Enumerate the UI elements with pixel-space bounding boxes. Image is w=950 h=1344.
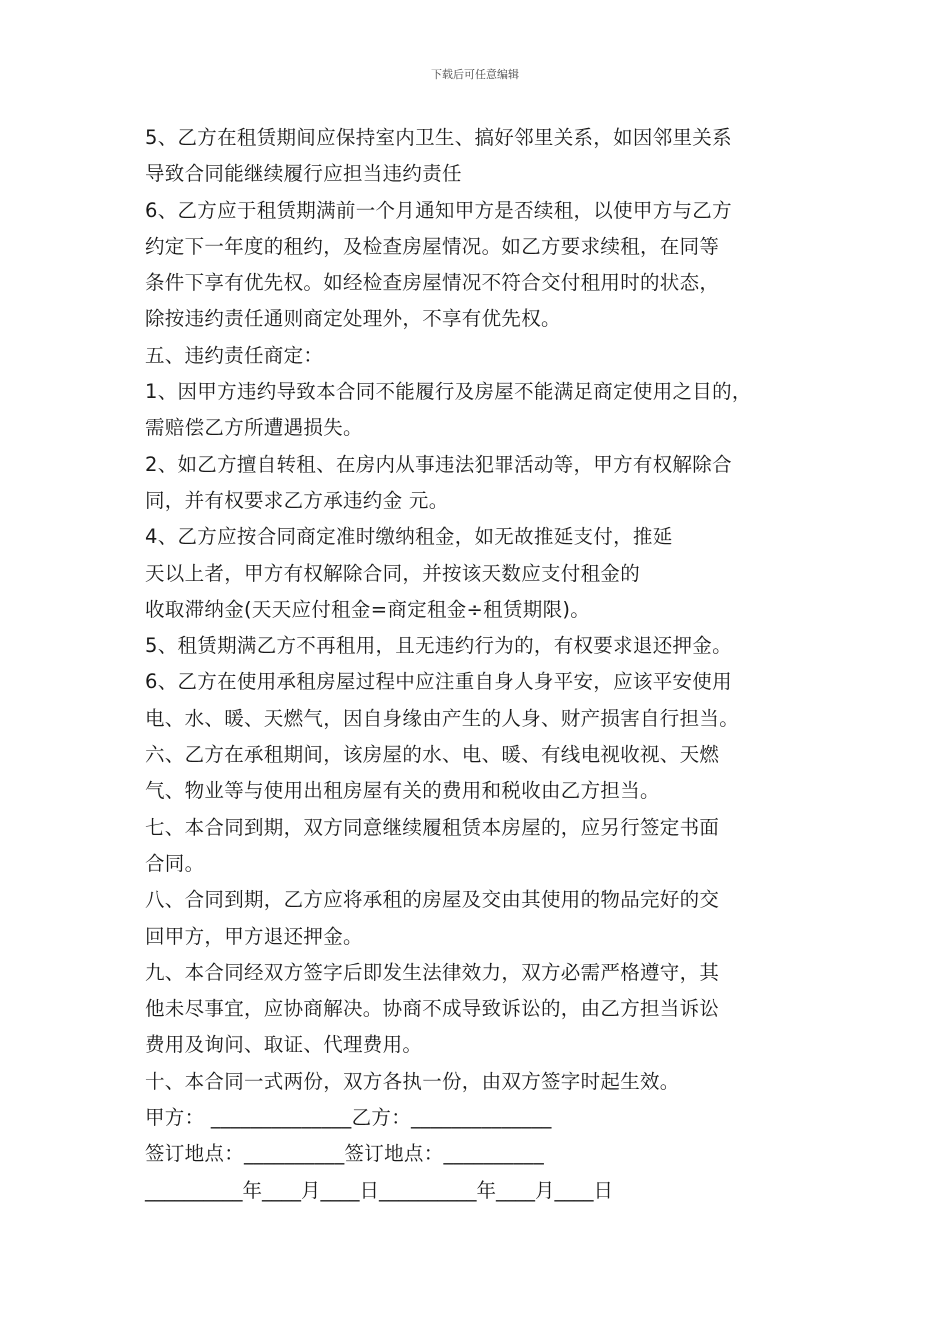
text-line: 回甲方，甲方退还押金。 [145,924,363,948]
text-line: 费用及询问、取证、代理费用。 [145,1033,423,1057]
signature-location-line: 签订地点：__________签订地点：__________ [145,1142,544,1166]
text-line: 条件下享有优先权。如经检查房屋情况不符合交付租用时的状态， [145,271,720,295]
text-line: 七、本合同到期，双方同意继续履租赁本房屋的，应另行签定书面 [145,815,720,839]
text-line: 收取滞纳金(天天应付租金=商定租金÷租赁期限)。 [145,597,591,621]
text-line: 合同。 [145,851,205,875]
text-line: 除按违约责任通则商定处理外，不享有优先权。 [145,307,561,331]
text-line: 约定下一年度的租约，及检查房屋情况。如乙方要求续租，在同等 [145,234,720,258]
text-line: 5、乙方在租赁期间应保持室内卫生、搞好邻里关系，如因邻里关系 [145,126,732,149]
text-line: 1、因甲方违约导致本合同不能履行及房屋不能满足商定使用之目的， [145,380,752,404]
text-line: 导致合同能继续履行应担当违约责任 [145,162,462,186]
signature-date-line: __________年____月____日__________年____月____日 [145,1178,613,1202]
text-line: 气、物业等与使用出租房屋有关的费用和税收由乙方担当。 [145,779,660,803]
text-line: 六、乙方在承租期间，该房屋的水、电、暖、有线电视收视、天燃 [145,743,720,767]
text-line: 同，并有权要求乙方承违约金 元。 [145,488,449,512]
signature-party-line: 甲方： ______________乙方：______________ [145,1106,552,1130]
text-line: 十、本合同一式两份，双方各执一份，由双方签字时起生效。 [145,1069,680,1093]
text-line: 八、合同到期，乙方应将承租的房屋及交由其使用的物品完好的交 [145,888,720,912]
text-line: 需赔偿乙方所遭遇损失。 [145,416,363,440]
section-heading: 五、违约责任商定： [145,343,324,367]
text-line: 4、乙方应按合同商定准时缴纳租金，如无故推延支付，推延 [145,525,673,549]
page-header: 下载后可任意编辑 [431,68,519,81]
contract-body [145,120,835,1209]
text-line: 九、本合同经双方签字后即发生法律效力，双方必需严格遵守，其 [145,960,720,984]
text-line: 2、如乙方擅自转租、在房内从事违法犯罪活动等，甲方有权解除合 [145,452,732,476]
text-line: 5、租赁期满乙方不再租用，且无违约行为的，有权要求退还押金。 [145,634,732,658]
text-line: 电、水、暖、天燃气，因自身缘由产生的人身、财产损害自行担当。 [145,706,740,730]
text-line: 6、乙方在使用承租房屋过程中应注重自身人身平安，应该平安使用 [145,670,732,694]
text-line: 6、乙方应于租赁期满前一个月通知甲方是否续租，以使甲方与乙方 [145,198,732,222]
text-line: 他未尽事宜，应协商解决。协商不成导致诉讼的，由乙方担当诉讼 [145,997,720,1021]
text-line: 天以上者，甲方有权解除合同，并按该天数应支付租金的 [145,561,641,585]
